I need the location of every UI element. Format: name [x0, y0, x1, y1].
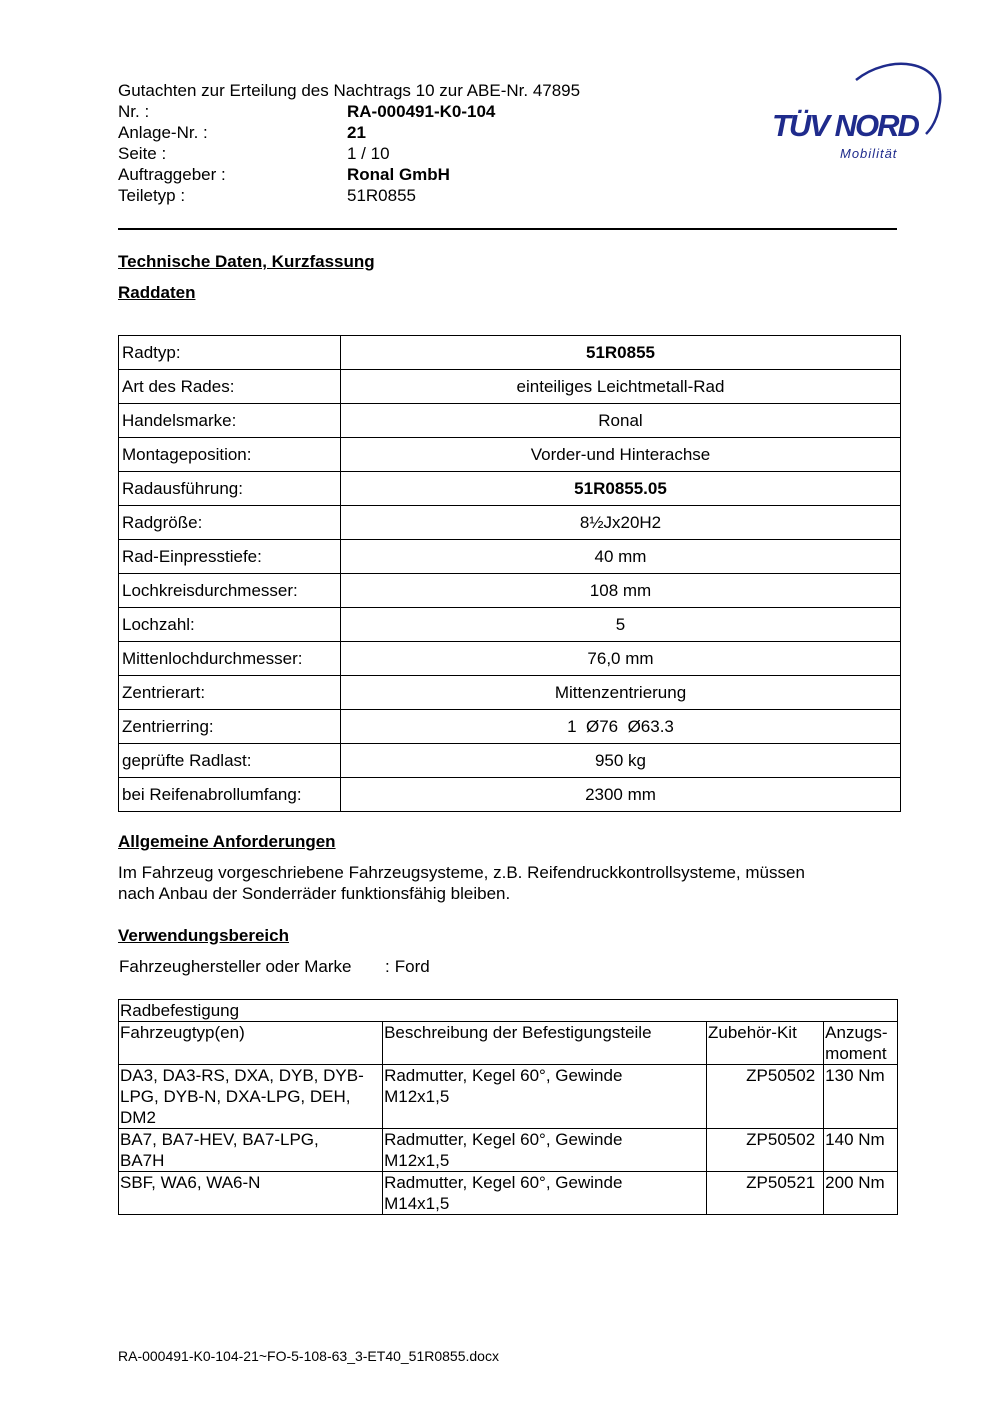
table-row	[119, 1065, 898, 1129]
table-row	[119, 404, 901, 438]
row-key: Montageposition:	[119, 438, 341, 472]
header-label: Seite :	[118, 144, 167, 163]
table-row	[119, 472, 901, 506]
row-key: bei Reifenabrollumfang:	[119, 778, 341, 812]
table-row	[119, 540, 901, 574]
column-header-line: moment	[825, 1044, 887, 1063]
table-row	[119, 710, 901, 744]
tuev-nord-logo	[768, 58, 946, 168]
header-label: Nr. :	[118, 102, 150, 121]
paragraph-line: Im Fahrzeug vorgeschriebene Fahrzeugsysteme, z.B. Reifendruckkontrollsysteme, müssen	[118, 863, 805, 882]
table-header-row	[119, 1022, 898, 1065]
column-header	[824, 1022, 898, 1065]
table-row	[119, 608, 901, 642]
table-row	[119, 642, 901, 676]
logo-subtitle: Mobilität	[840, 146, 898, 161]
row-key: Radausführung:	[119, 472, 341, 506]
cell-line: BA7H	[120, 1151, 165, 1170]
column-header-line: Anzugs-	[825, 1023, 888, 1042]
header-divider	[118, 228, 897, 230]
row-key: geprüfte Radlast:	[119, 744, 341, 778]
table-row	[119, 336, 901, 370]
row-key: Zentrierart:	[119, 676, 341, 710]
column-header: Zubehör-Kit	[706, 1022, 823, 1065]
row-value: einteiliges Leichtmetall-Rad	[341, 370, 901, 404]
header-row-seite	[118, 143, 678, 164]
section-title-raddaten: Raddaten	[118, 283, 196, 302]
kit-cell: ZP50521	[706, 1172, 823, 1215]
paragraph-line: nach Anbau der Sonderräder funktionsfähig bleiben.	[118, 884, 511, 903]
header-row-auftraggeber	[118, 164, 678, 185]
column-header: Fahrzeugtyp(en)	[119, 1022, 383, 1065]
header-value: RA-000491-K0-104	[347, 102, 496, 121]
row-value: 108 mm	[341, 574, 901, 608]
row-key: Art des Rades:	[119, 370, 341, 404]
header-value: Ronal GmbH	[347, 165, 450, 184]
row-value: Mittenzentrierung	[341, 676, 901, 710]
header-row-anlage	[118, 122, 678, 143]
logo-wordmark: TÜV NORD	[772, 108, 918, 143]
cell-line: M12x1,5	[384, 1151, 450, 1170]
row-value: 8½Jx20H2	[341, 506, 901, 540]
table-row	[119, 676, 901, 710]
column-header: Beschreibung der Befestigungsteile	[383, 1022, 707, 1065]
section-title-technische-daten: Technische Daten, Kurzfassung	[118, 252, 375, 271]
row-value: 2300 mm	[341, 778, 901, 812]
cell-line: Radmutter, Kegel 60°, Gewinde	[384, 1066, 623, 1085]
hersteller-separator: :	[385, 957, 390, 976]
row-key: Radgröße:	[119, 506, 341, 540]
table-row	[119, 1129, 898, 1172]
beschreibung-cell	[383, 1172, 707, 1215]
moment-cell: 200 Nm	[824, 1172, 898, 1215]
hersteller-label: Fahrzeughersteller oder Marke	[119, 957, 352, 976]
table-row	[119, 744, 901, 778]
radbefestigung-table	[118, 999, 898, 1215]
table-row	[119, 778, 901, 812]
beschreibung-cell	[383, 1065, 707, 1129]
row-value: 5	[341, 608, 901, 642]
row-value: Ronal	[341, 404, 901, 438]
cell-line: Radmutter, Kegel 60°, Gewinde	[384, 1173, 623, 1192]
kit-cell: ZP50502	[706, 1065, 823, 1129]
header-value: 1 / 10	[347, 144, 390, 163]
moment-cell: 130 Nm	[824, 1065, 898, 1129]
header-value: 51R0855	[347, 186, 417, 205]
fahrzeugtypen-cell	[119, 1065, 383, 1129]
row-key: Radtyp:	[119, 336, 341, 370]
table-row	[119, 438, 901, 472]
row-key: Lochkreisdurchmesser:	[119, 574, 341, 608]
footer-filename: RA-000491-K0-104-21~FO-5-108-63_3-ET40_51R0855.docx	[118, 1348, 499, 1364]
cell-line: M14x1,5	[384, 1194, 450, 1213]
row-key: Handelsmarke:	[119, 404, 341, 438]
fahrzeugtypen-cell	[119, 1172, 383, 1215]
row-key: Rad-Einpresstiefe:	[119, 540, 341, 574]
cell-line: Radmutter, Kegel 60°, Gewinde	[384, 1130, 623, 1149]
row-key: Mittenlochdurchmesser:	[119, 642, 341, 676]
table-title: Radbefestigung	[119, 1000, 898, 1022]
header-title: Gutachten zur Erteilung des Nachtrags 10 zur ABE-Nr. 47895	[118, 81, 581, 100]
raddaten-table	[118, 335, 901, 812]
header-row-teiletyp	[118, 185, 678, 206]
hersteller-line	[119, 956, 430, 977]
row-value: 1 Ø76 Ø63.3	[341, 710, 901, 744]
cell-line: M12x1,5	[384, 1087, 450, 1106]
row-value: 51R0855.05	[341, 472, 901, 506]
header-label: Teiletyp :	[118, 186, 186, 205]
cell-line: SBF, WA6, WA6-N	[120, 1173, 261, 1192]
beschreibung-cell	[383, 1129, 707, 1172]
table-row	[119, 370, 901, 404]
document-header	[118, 80, 678, 206]
row-key: Lochzahl:	[119, 608, 341, 642]
moment-cell: 140 Nm	[824, 1129, 898, 1172]
header-value: 21	[347, 123, 366, 142]
header-label: Auftraggeber :	[118, 165, 226, 184]
section-title-verwendung: Verwendungsbereich	[118, 926, 289, 945]
cell-line: DM2	[120, 1108, 156, 1127]
kit-cell: ZP50502	[706, 1129, 823, 1172]
cell-line: LPG, DYB-N, DXA-LPG, DEH,	[120, 1087, 351, 1106]
row-value: Vorder-und Hinterachse	[341, 438, 901, 472]
table-row	[119, 506, 901, 540]
table-title-row	[119, 1000, 898, 1022]
row-value: 40 mm	[341, 540, 901, 574]
table-row	[119, 1172, 898, 1215]
cell-line: DA3, DA3-RS, DXA, DYB, DYB-	[120, 1066, 364, 1085]
table-row	[119, 574, 901, 608]
row-key: Zentrierring:	[119, 710, 341, 744]
row-value: 51R0855	[341, 336, 901, 370]
header-label: Anlage-Nr. :	[118, 123, 208, 142]
row-value: 950 kg	[341, 744, 901, 778]
row-value: 76,0 mm	[341, 642, 901, 676]
fahrzeugtypen-cell	[119, 1129, 383, 1172]
hersteller-value: Ford	[394, 957, 430, 976]
header-row-nr	[118, 101, 678, 122]
cell-line: BA7, BA7-HEV, BA7-LPG,	[120, 1130, 319, 1149]
section-title-allgemeine: Allgemeine Anforderungen	[118, 832, 336, 851]
